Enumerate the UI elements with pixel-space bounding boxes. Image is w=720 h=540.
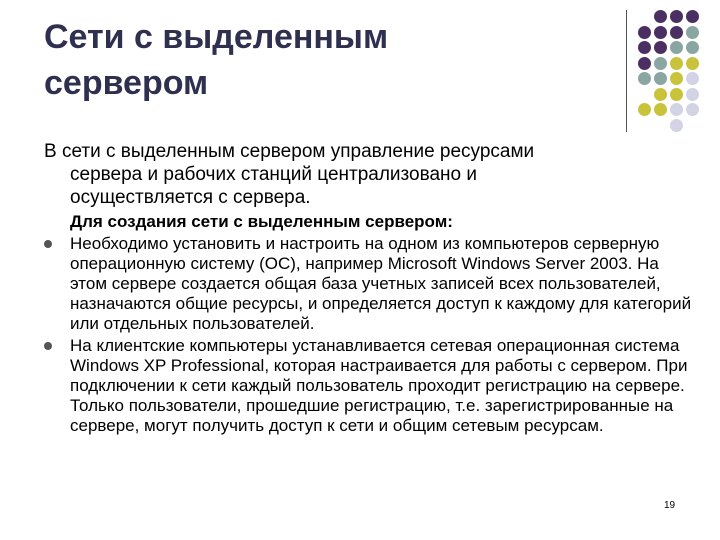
- decor-dot: [686, 10, 699, 23]
- decor-dot: [670, 72, 683, 85]
- decor-dot: [638, 10, 651, 23]
- title-line-2: сервером: [44, 64, 209, 102]
- decor-dot: [686, 119, 699, 132]
- decor-dot: [638, 103, 651, 116]
- slide-title: [44, 14, 604, 106]
- decor-dot: [686, 41, 699, 54]
- decor-dot: [654, 72, 667, 85]
- intro-line-2: сервера и рабочих станций централизовано и: [70, 164, 478, 185]
- bullet-list: [44, 212, 694, 438]
- decor-dot: [638, 119, 651, 132]
- decor-dot: [638, 57, 651, 70]
- decor-dot: [654, 41, 667, 54]
- decor-dot: [670, 41, 683, 54]
- decor-dot: [686, 57, 699, 70]
- bullet-icon: [44, 240, 52, 248]
- bullet-icon: [44, 342, 52, 350]
- decor-dot: [686, 103, 699, 116]
- intro-line-3: осуществляется с сервера.: [70, 187, 311, 208]
- decor-dot: [654, 57, 667, 70]
- decor-dot-grid: [638, 10, 702, 134]
- decor-dot: [670, 103, 683, 116]
- decor-dot: [638, 26, 651, 39]
- decor-dot: [638, 72, 651, 85]
- decor-divider: [626, 10, 627, 132]
- title-line-1: Сети с выделенным: [44, 18, 389, 56]
- decor-dot: [654, 10, 667, 23]
- decor-dot: [670, 119, 683, 132]
- page-number: 19: [664, 500, 676, 511]
- decor-dot: [670, 57, 683, 70]
- list-item: [44, 234, 694, 334]
- decor-dot: [686, 88, 699, 101]
- decor-dot: [670, 88, 683, 101]
- list-item: [44, 336, 694, 436]
- list-item-text: Необходимо установить и настроить на одном из компьютеров серверную операционную систему (ОС), например Microsoft Windows Server 2003. На этом сервере создается общая база учетных записей всех пользователей, назначаются общие ресурсы, и определяется доступ к каждому для категорий или отдельных пользователей.: [70, 234, 692, 333]
- intro-paragraph: [44, 140, 684, 209]
- decor-dot: [686, 26, 699, 39]
- decor-dot: [638, 88, 651, 101]
- decor-dot: [670, 10, 683, 23]
- decor-dot: [654, 26, 667, 39]
- decor-dot: [686, 72, 699, 85]
- decor-dot: [654, 88, 667, 101]
- decor-dot: [670, 26, 683, 39]
- decor-dot: [638, 41, 651, 54]
- list-item-text: На клиентские компьютеры устанавливается сетевая операционная система Windows XP Professional, которая настраивается для работы с сервером. При подключении к сети каждый пользователь проходит регистрацию на сервере. Только пользователи, прошедшие регистрацию, т.е. зарегистрированные на сервере, могут получить доступ к сети и общим сетевым ресурсам.: [70, 336, 688, 435]
- decor-dot: [654, 103, 667, 116]
- intro-line-1: В сети с выделенным сервером управление ресурсами: [44, 141, 535, 162]
- decor-dot: [654, 119, 667, 132]
- list-heading: Для создания сети с выделенным сервером:: [70, 212, 453, 231]
